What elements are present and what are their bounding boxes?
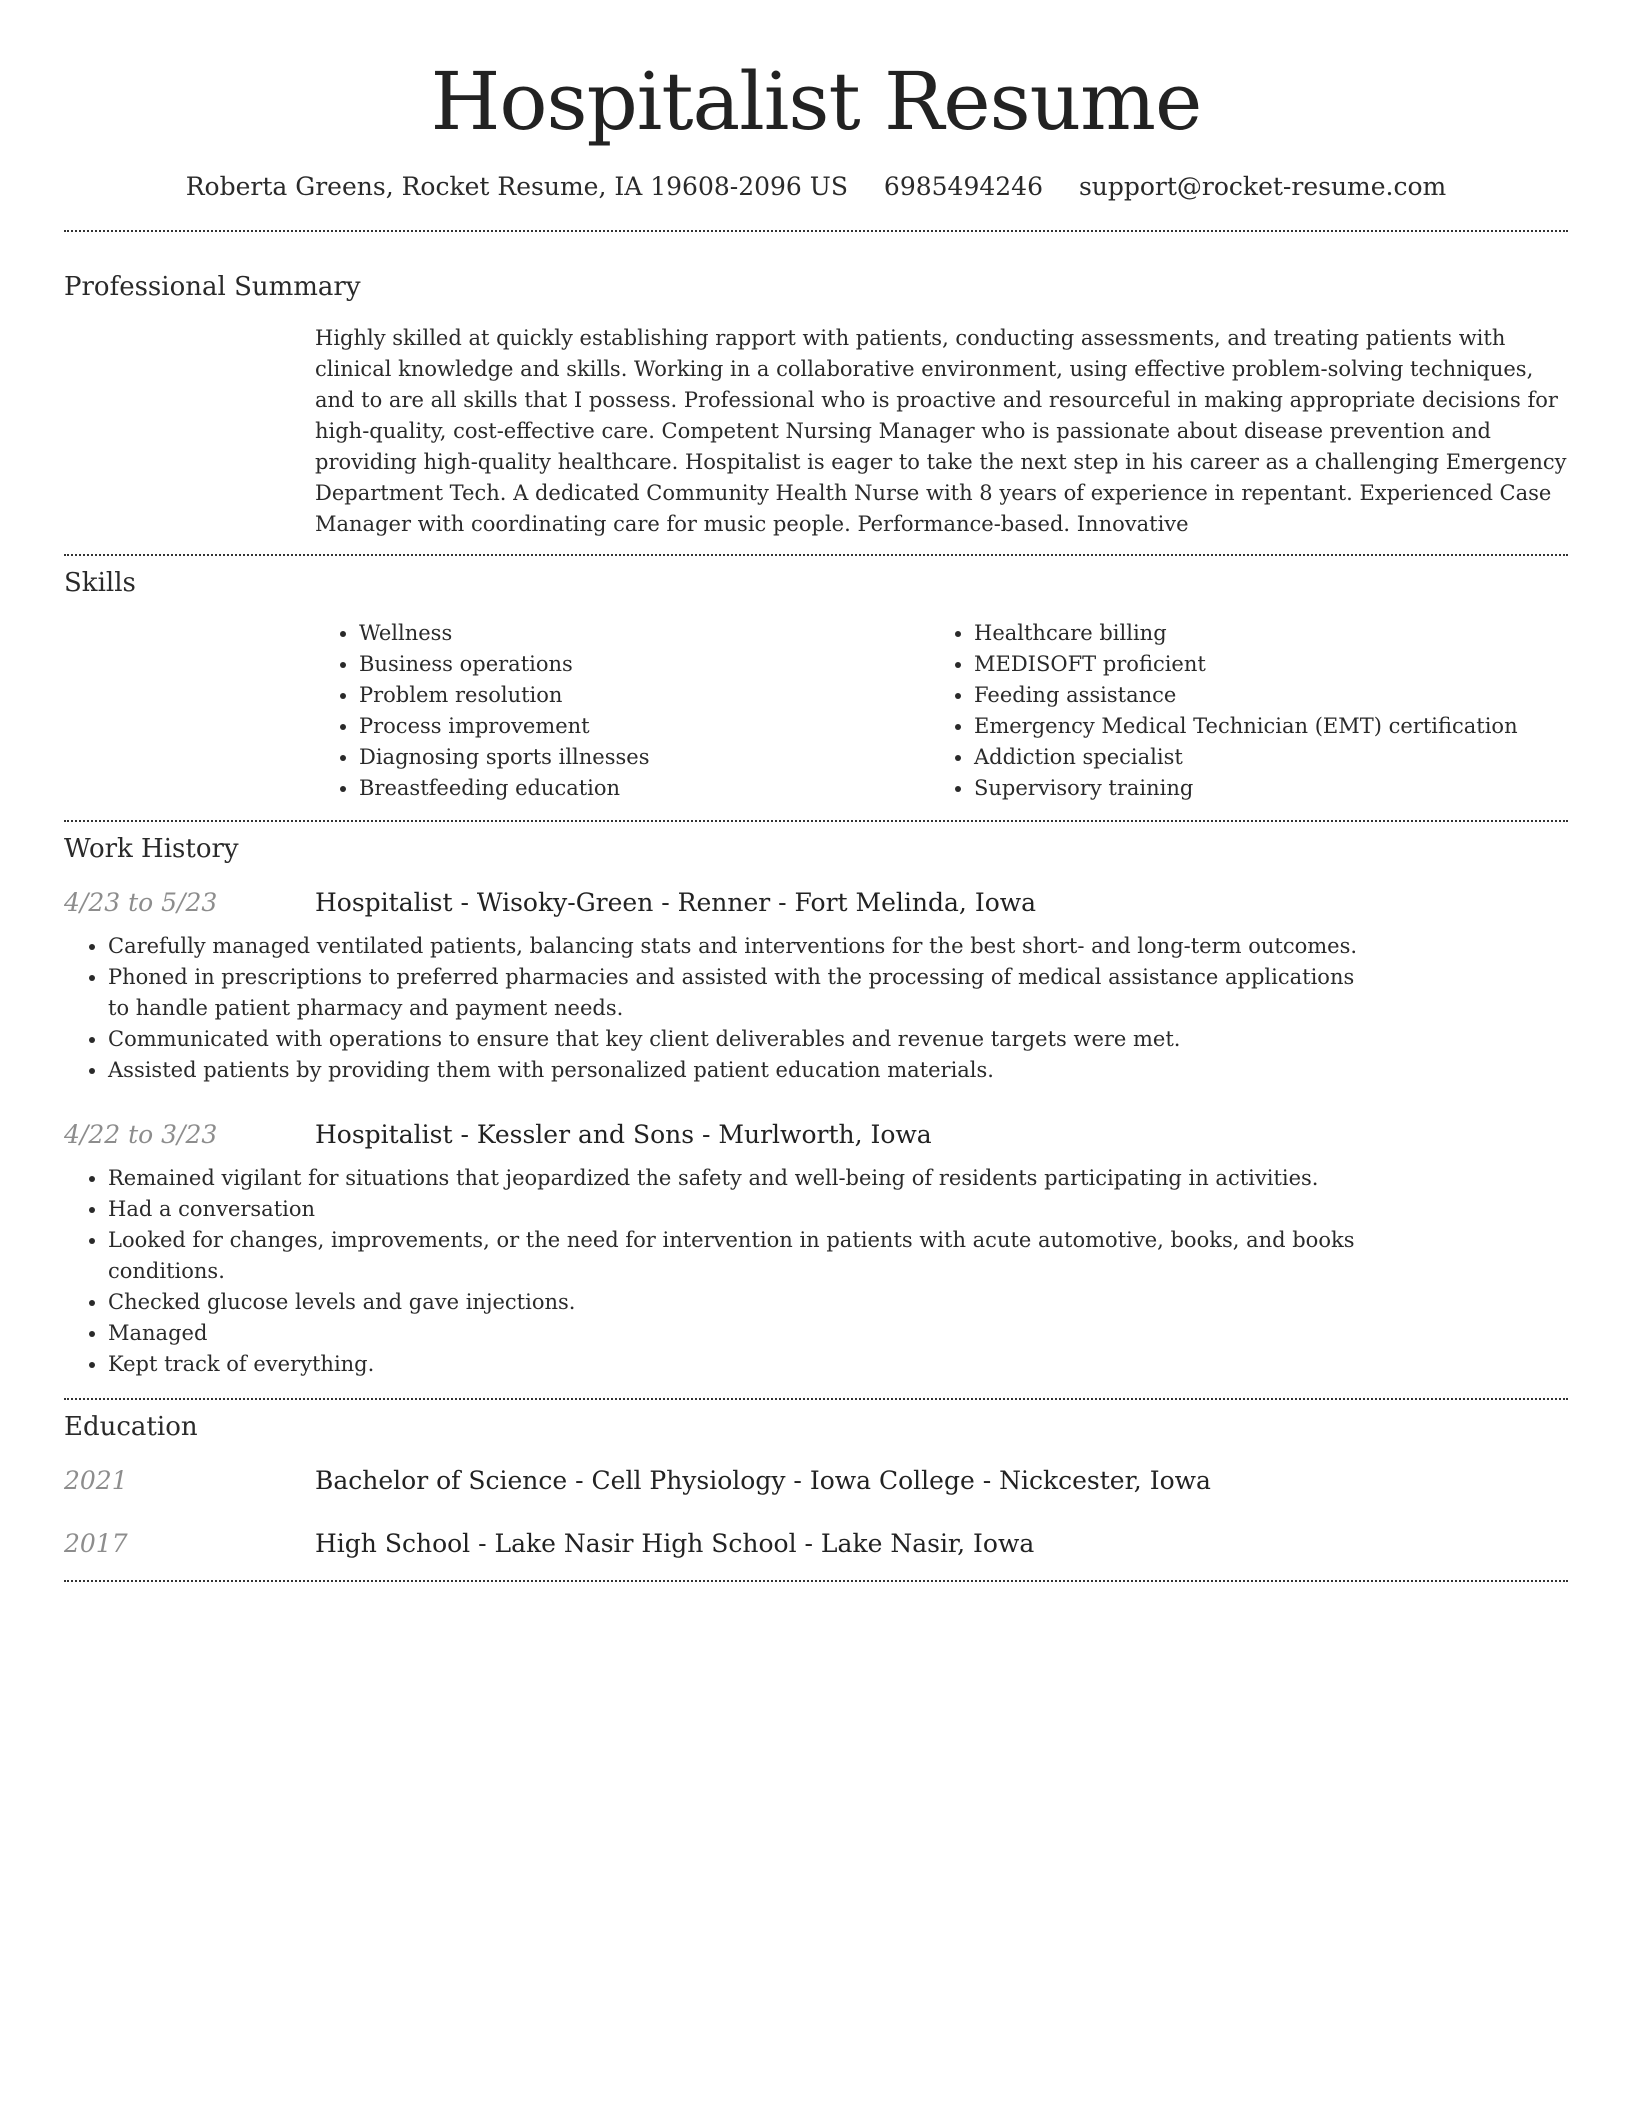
- resume-title: Hospitalist Resume: [430, 55, 1202, 148]
- job-header: [64, 1120, 1568, 1149]
- contact-line: [64, 170, 1568, 204]
- education-heading: Education: [64, 1412, 198, 1442]
- job-title: Hospitalist - Wisoky-Green - Renner - Fort Melinda, Iowa: [315, 888, 1037, 917]
- resume-page: [64, 0, 1568, 1582]
- divider: [64, 230, 1568, 232]
- summary-heading: Professional Summary: [64, 272, 361, 302]
- skills-column-left: [315, 618, 930, 804]
- skill-item: • MEDISOFT proficient: [974, 649, 1545, 680]
- skill-item: • Supervisory training: [974, 773, 1545, 804]
- education-entry: [64, 1529, 1568, 1558]
- summary-text: Highly skilled at quickly establishing rapport with patients, conducting assessments, and treating patients with clinical knowledge and skills. Working in a collaborative environment, using effective problem-solving techniques, and to are all skills that I possess. Professional who is proactive and resourceful in making appropriate decisions for high-quality, cost-effective care. Competent Nursing Manager who is passionate about disease prevention and providing high-quality healthcare. Hospitalist is eager to take the next step in his career as a challenging Emergency Department Tech. A dedicated Community Health Nurse with 8 years of experience in repentant. Experienced Case Manager with coordinating care for music people. Performance-based. Innovative: [315, 326, 1567, 536]
- job-bullet: • Assisted patients by providing them with personalized patient education materials.: [108, 1055, 1363, 1086]
- skills-heading: Skills: [64, 568, 136, 598]
- education-text: Bachelor of Science - Cell Physiology - Iowa College - Nickcester, Iowa: [315, 1466, 1211, 1495]
- job-bullet: • Communicated with operations to ensure that key client deliverables and revenue targets were met.: [108, 1024, 1363, 1055]
- job-bullets: [64, 931, 1363, 1086]
- job-bullet: • Remained vigilant for situations that jeopardized the safety and well-being of residents participating in activities.: [108, 1163, 1363, 1194]
- job-header: [64, 888, 1568, 917]
- skill-item: • Business operations: [359, 649, 930, 680]
- skill-item: • Emergency Medical Technician (EMT) certification: [974, 711, 1545, 742]
- job-entry: [64, 1120, 1568, 1380]
- skill-item: • Process improvement: [359, 711, 930, 742]
- skill-item: • Breastfeeding education: [359, 773, 930, 804]
- job-bullet: • Kept track of everything.: [108, 1349, 1363, 1380]
- education-text: High School - Lake Nasir High School - Lake Nasir, Iowa: [315, 1529, 1035, 1558]
- skill-item: • Problem resolution: [359, 680, 930, 711]
- job-entry: [64, 888, 1568, 1086]
- education-entry: [64, 1466, 1568, 1495]
- skill-item: • Diagnosing sports illnesses: [359, 742, 930, 773]
- skills-list: [315, 618, 1570, 804]
- job-bullet: • Phoned in prescriptions to preferred pharmacies and assisted with the processing of medical assistance applications to handle patient pharmacy and payment needs.: [108, 962, 1363, 1024]
- job-bullet: • Carefully managed ventilated patients, balancing stats and interventions for the best short- and long-term outcomes.: [108, 931, 1363, 962]
- job-bullets: [64, 1163, 1363, 1380]
- job-dates: 4/23 to 5/23: [64, 888, 218, 917]
- contact-email: support@rocket-resume.com: [1078, 172, 1447, 201]
- education-year: 2021: [64, 1466, 128, 1495]
- job-bullet: • Managed: [108, 1318, 1363, 1349]
- divider: [64, 1398, 1568, 1400]
- divider: [64, 1580, 1568, 1582]
- skills-column-right: [930, 618, 1545, 804]
- job-bullet: • Checked glucose levels and gave injections.: [108, 1287, 1363, 1318]
- job-bullet: • Had a conversation: [108, 1194, 1363, 1225]
- job-title: Hospitalist - Kessler and Sons - Murlworth, Iowa: [315, 1120, 932, 1149]
- job-bullet: • Looked for changes, improvements, or the need for intervention in patients with acute automotive, books, and books conditions.: [108, 1225, 1363, 1287]
- contact-phone: 6985494246: [883, 172, 1043, 201]
- education-year: 2017: [64, 1529, 128, 1558]
- divider: [64, 820, 1568, 822]
- skill-item: • Feeding assistance: [974, 680, 1545, 711]
- divider: [64, 554, 1568, 556]
- work-heading: Work History: [64, 834, 239, 864]
- skill-item: • Addiction specialist: [974, 742, 1545, 773]
- skill-item: • Wellness: [359, 618, 930, 649]
- skill-item: • Healthcare billing: [974, 618, 1545, 649]
- contact-address: Roberta Greens, Rocket Resume, IA 19608-2096 US: [185, 172, 848, 201]
- job-dates: 4/22 to 3/23: [64, 1120, 218, 1149]
